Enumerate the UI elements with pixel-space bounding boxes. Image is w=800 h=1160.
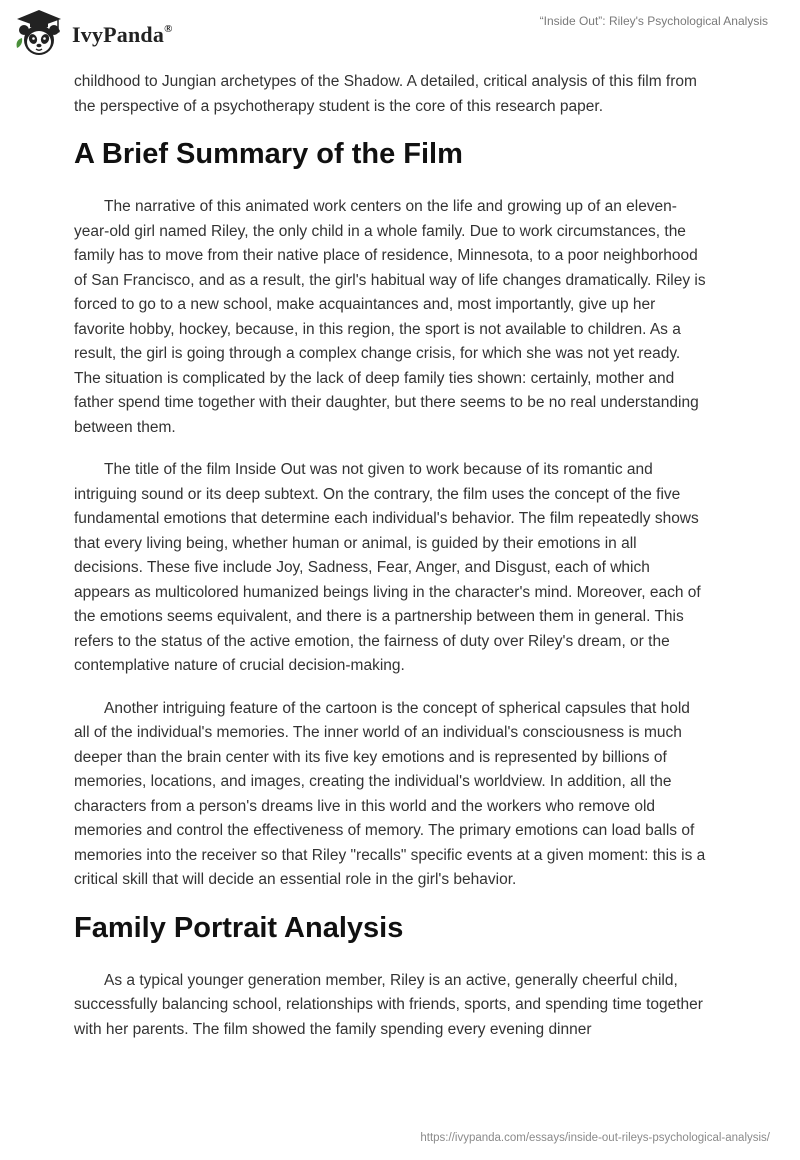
source-url[interactable]: https://ivypanda.com/essays/inside-out-rileys-psychological-analysis/ <box>420 1132 770 1144</box>
document-title: “Inside Out”: Riley's Psychological Analysis <box>539 14 768 28</box>
summary-paragraph-2: The title of the film Inside Out was not given to work because of its romantic and intriguing sound or its deep subtext. On the contrary, the film uses the concept of the five fundamental emotions that determine each individual's behavior. The film repeatedly shows that every living being, whether human or animal, is guided by their emotions in all decisions. These five include Joy, Sadness, Fear, Anger, and Disgust, each of which appears as multicolored humanized beings living in the character's mind. Moreover, each of the emotions seems equivalent, and there is a partnership between them in general. This refers to the status of the active emotion, the fairness of duty over Riley's dream, or the contemplative nature of crucial decision-making. <box>74 461 701 674</box>
section-heading-summary: A Brief Summary of the Film <box>74 138 463 170</box>
essay-content <box>74 70 706 1060</box>
brand-name: IvyPanda® <box>72 22 173 47</box>
page-header <box>0 0 800 64</box>
summary-paragraph-1: The narrative of this animated work centers on the life and growing up of an eleven-year-old girl named Riley, the only child in a whole family. Due to work circumstances, the family has to move from their native place of residence, Minnesota, to a poor neighborhood of San Francisco, and as a result, the girl's habitual way of life changes dramatically. Riley is forced to go to a new school, make acquaintances and, most importantly, give up her favorite hobby, hockey, because, in this region, the sport is not available to children. As a result, the girl is going through a complex change crisis, for which she was not yet ready. The situation is complicated by the lack of deep family ties shown: certainly, mother and father spend time together with their daughter, but there seems to be no real understanding between them. <box>74 198 706 436</box>
panda-graduate-icon <box>14 8 64 58</box>
ivypanda-logo[interactable] <box>14 8 173 58</box>
section-heading-family: Family Portrait Analysis <box>74 911 404 944</box>
family-paragraph-1: As a typical younger generation member, Riley is an active, generally cheerful child, successfully balancing school, relationships with friends, sports, and spending time together with her parents. The film showed the family spending every evening dinner <box>74 971 703 1038</box>
summary-paragraph-3: Another intriguing feature of the cartoon is the concept of spherical capsules that hold all of the individual's memories. The inner world of an individual's consciousness is much deeper than the brain center with its five key emotions and is represented by billions of memories, locations, and images, creating the individual's worldview. In addition, all the characters from a person's dreams live in this world and the workers who remove old memories and control the effectiveness of memory. The primary emotions can load balls of memories into the receiver so that Riley "recalls" specific events at a given moment: this is a critical skill that will decide an essential role in the girl's behavior. <box>74 699 706 888</box>
intro-paragraph-tail: childhood to Jungian archetypes of the Shadow. A detailed, critical analysis of this film from the perspective of a psychotherapy student is the core of this research paper. <box>74 73 697 115</box>
